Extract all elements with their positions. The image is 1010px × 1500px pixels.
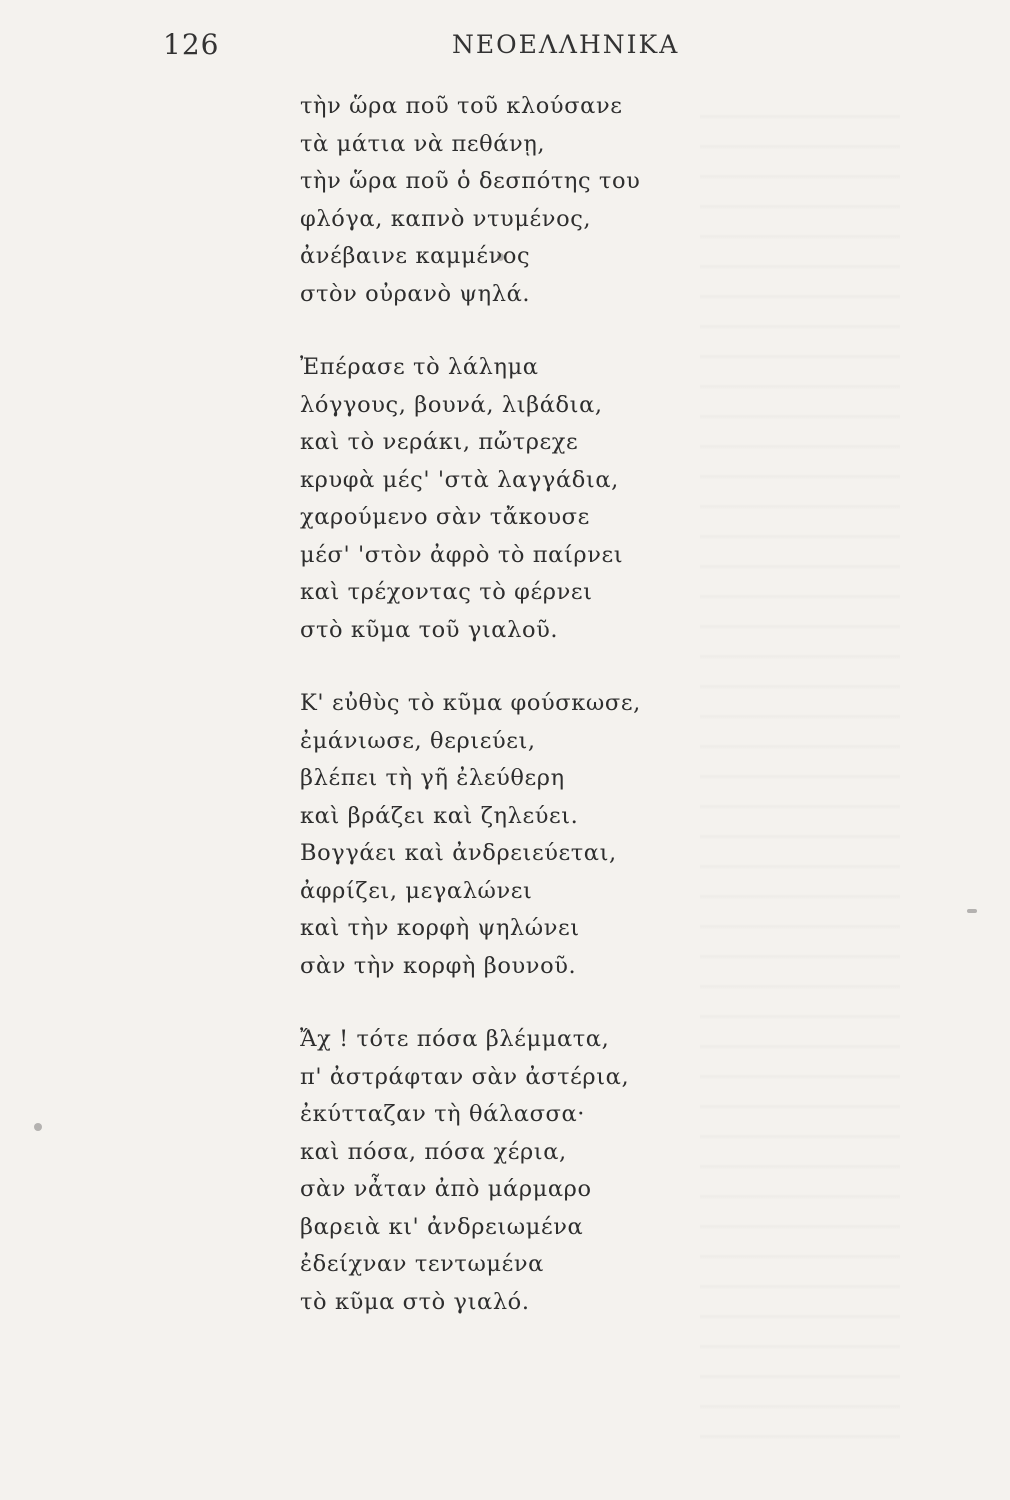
- poem-line: ἐμάνιωσε, θεριεύει,: [300, 727, 536, 754]
- poem-line: Ἄχ ! τότε πόσα βλέμματα,: [300, 1026, 610, 1052]
- poem-line: σὰν νἆταν ἀπὸ μάρμαρο: [300, 1176, 592, 1202]
- ink-speck: [34, 1123, 42, 1131]
- poem-line: μέσ' 'στὸν ἀφρὸ τὸ παίρνει: [300, 541, 624, 568]
- poem-line: καὶ πόσα, πόσα χέρια,: [300, 1138, 567, 1165]
- poem-line: καὶ βράζει καὶ ζηλεύει.: [300, 802, 579, 829]
- poem-line: χαρούμενο σὰν τἄκουσε: [300, 504, 590, 530]
- poem-line: καὶ τὴν κορφὴ ψηλώνει: [300, 915, 580, 941]
- poem-line: π' ἀστράφταν σὰν ἀστέρια,: [300, 1063, 630, 1090]
- ink-speck: [967, 909, 977, 913]
- stanza-1: [300, 88, 860, 313]
- page-header: [0, 24, 1010, 64]
- poem-line: στὸ κῦμα τοῦ γιαλοῦ.: [300, 616, 559, 643]
- ink-speck: [497, 253, 504, 261]
- poem-line: Κ' εὐθὺς τὸ κῦμα φούσκωσε,: [300, 690, 641, 716]
- page-number: 126: [163, 28, 220, 61]
- stanza-3: [300, 685, 860, 985]
- poem-line: Ἐπέρασε τὸ λάλημα: [300, 354, 539, 380]
- poem-line: τὰ μάτια νὰ πεθάνῃ,: [300, 130, 546, 157]
- poem-line: κρυφὰ μές' 'στὰ λαγγάδια,: [300, 466, 619, 493]
- poem-line: καὶ τὸ νεράκι, πὤτρεχε: [300, 429, 579, 455]
- stanza-2: [300, 349, 860, 649]
- poem-line: λόγγους, βουνά, λιβάδια,: [300, 391, 603, 418]
- poem-line: ἐδείχναν τεντωμένα: [300, 1251, 544, 1277]
- poem: [300, 88, 860, 1321]
- poem-line: καὶ τρέχοντας τὸ φέρνει: [300, 579, 593, 605]
- poem-line: Βογγάει καὶ ἀνδρειεύεται,: [300, 840, 617, 866]
- running-head: ΝΕΟΕΛΛΗΝΙΚΑ: [452, 30, 680, 59]
- poem-line: τὸ κῦμα στὸ γιαλό.: [300, 1288, 530, 1315]
- poem-line: ἐκύτταζαν τὴ θάλασσα·: [300, 1101, 586, 1127]
- poem-line: σὰν τὴν κορφὴ βουνοῦ.: [300, 952, 577, 979]
- poem-line: βλέπει τὴ γῆ ἐλεύθερη: [300, 765, 565, 791]
- stanza-4: [300, 1021, 860, 1321]
- poem-line: τὴν ὥρα ποῦ ὁ δεσπότης του: [300, 168, 641, 194]
- poem-line: φλόγα, καπνὸ ντυμένος,: [300, 205, 592, 232]
- poem-line: ἀνέβαινε καμμένος: [300, 243, 531, 269]
- poem-line: στὸν οὐρανὸ ψηλά.: [300, 280, 531, 307]
- poem-line: ἀφρίζει, μεγαλώνει: [300, 877, 533, 904]
- poem-line: βαρειὰ κι' ἀνδρειωμένα: [300, 1213, 584, 1240]
- poem-line: τὴν ὥρα ποῦ τοῦ κλούσανε: [300, 93, 623, 119]
